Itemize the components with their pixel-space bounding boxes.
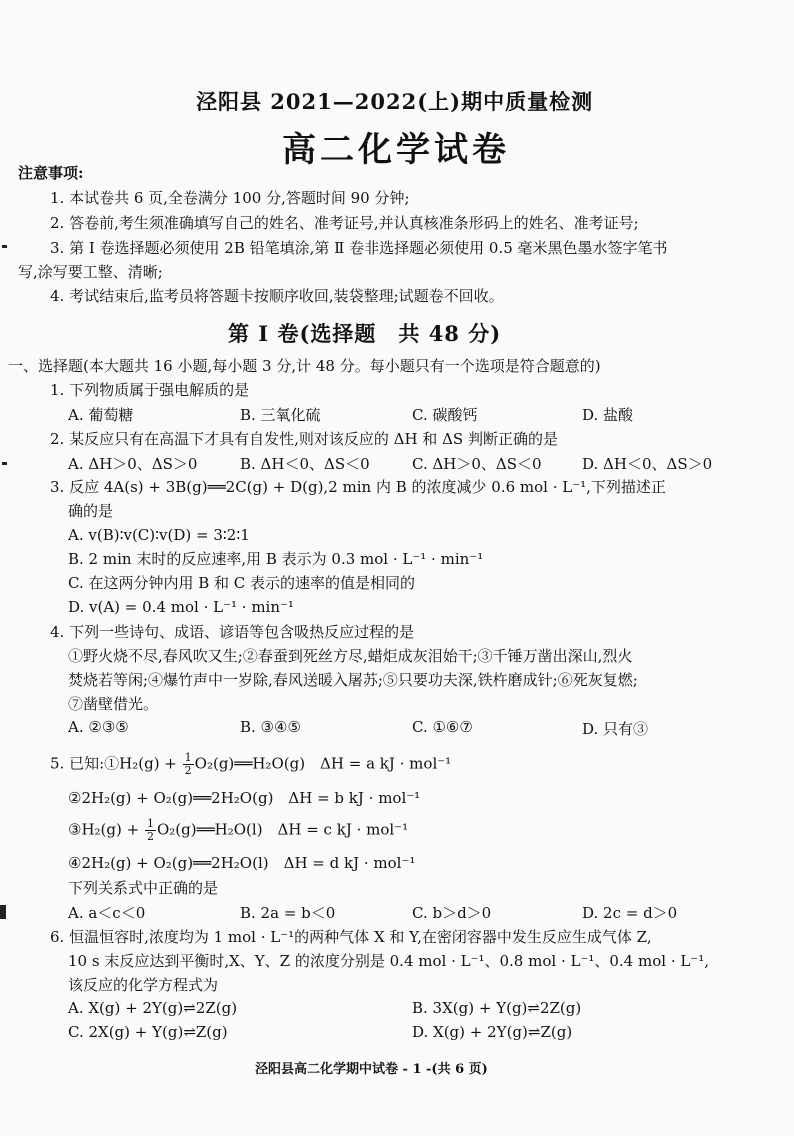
fraction-numerator: 1 <box>184 751 192 764</box>
fraction-denominator: 2 <box>184 764 192 777</box>
margin-mark <box>0 905 6 919</box>
q5-option-b: B. 2a = b＜0 <box>240 904 336 922</box>
one-half-fraction <box>183 752 194 777</box>
section-title: 第 Ⅰ 卷(选择题 共 48 分) <box>228 321 502 346</box>
q1-stem: 1. 下列物质属于强电解质的是 <box>50 381 250 399</box>
q2-option-a: A. ΔH＞0、ΔS＞0 <box>68 455 198 473</box>
q4-text-line: ⑦凿壁借光。 <box>68 695 159 713</box>
q4-stem: 4. 下列一些诗句、成语、谚语等包含吸热反应过程的是 <box>50 623 415 641</box>
q5-eq3 <box>68 818 408 843</box>
q5-eq1-right: O₂(g)══H₂O(g) ΔH = a kJ · mol⁻¹ <box>194 754 452 773</box>
q5-eq1-left: ①H₂(g) + <box>104 754 177 773</box>
q6-option-a: A. X(g) + 2Y(g)⇌2Z(g) <box>68 999 238 1017</box>
notice-item-4: 4. 考试结束后,监考员将答题卡按顺序收回,装袋整理;试题卷不回收。 <box>50 287 504 305</box>
q3-option-d: D. v(A) = 0.4 mol · L⁻¹ · min⁻¹ <box>68 598 294 616</box>
q5-prefix: 5. 已知: <box>50 754 105 773</box>
q4-option-a: A. ②③⑤ <box>68 718 129 736</box>
q4-option-b: B. ③④⑤ <box>240 718 301 736</box>
q5-option-a: A. a＜c＜0 <box>68 904 146 922</box>
notice-item-3: 3. 第 Ⅰ 卷选择题必须使用 2B 铅笔填涂,第 Ⅱ 卷非选择题必须使用 0.5 毫米黑色墨水签字笔书 <box>50 239 668 257</box>
q6-stem-cont: 10 s 末反应达到平衡时,X、Y、Z 的浓度分别是 0.4 mol · L⁻¹、0.8 mol · L⁻¹、0.4 mol · L⁻¹, <box>68 952 710 970</box>
q3-stem: 3. 反应 4A(s) + 3B(g)══2C(g) + D(g),2 min 内 B 的浓度减少 0.6 mol · L⁻¹,下列描述正 <box>50 478 666 496</box>
q2-option-b: B. ΔH＜0、ΔS＜0 <box>240 455 370 473</box>
q3-option-a: A. v(B)∶v(C)∶v(D) = 3∶2∶1 <box>68 526 250 544</box>
q6-stem: 6. 恒温恒容时,浓度均为 1 mol · L⁻¹的两种气体 X 和 Y,在密闭容器中发生反应生成气体 Z, <box>50 928 652 946</box>
q3-option-c: C. 在这两分钟内用 B 和 C 表示的速率的值是相同的 <box>68 574 416 592</box>
q3-option-b: B. 2 min 末时的反应速率,用 B 表示为 0.3 mol · L⁻¹ · min⁻¹ <box>68 550 484 568</box>
q2-stem: 2. 某反应只有在高温下才具有自发性,则对该反应的 ΔH 和 ΔS 判断正确的是 <box>50 430 558 448</box>
q5-option-c: C. b＞d＞0 <box>412 904 492 922</box>
page-footer: 泾阳县高二化学期中试卷 - 1 -(共 6 页) <box>255 1062 488 1077</box>
exam-title: 泾阳县 2021—2022(上)期中质量检测 <box>196 89 594 114</box>
q1-option-d: D. 盐酸 <box>582 406 634 424</box>
notice-item-2: 2. 答卷前,考生须准确填写自己的姓名、准考证号,并认真核准条形码上的姓名、准考证号; <box>50 214 639 232</box>
q5-ask: 下列关系式中正确的是 <box>68 879 219 897</box>
section-instruction: 一、选择题(本大题共 16 小题,每小题 3 分,计 48 分。每小题只有一个选项是符合题意的) <box>8 357 601 375</box>
q6-stem-cont: 该反应的化学方程式为 <box>68 976 219 994</box>
q5-eq4: ④2H₂(g) + O₂(g)══2H₂O(l) ΔH = d kJ · mol⁻¹ <box>68 854 416 872</box>
q4-text-line: ①野火烧不尽,春风吹又生;②春蚕到死丝方尽,蜡炬成灰泪始干;③千锤万凿出深山,烈火 <box>68 647 633 665</box>
paper-title: 高二化学试卷 <box>282 130 510 170</box>
notice-item-3-cont: 写,涂写要工整、清晰; <box>18 263 163 281</box>
fraction-numerator: 1 <box>146 817 154 830</box>
fraction-denominator: 2 <box>146 830 154 843</box>
q4-option-c: C. ①⑥⑦ <box>412 718 473 736</box>
margin-mark <box>2 462 7 465</box>
q4-text-line: 焚烧若等闲;④爆竹声中一岁除,春风送暖入屠苏;⑤只要功夫深,铁杵磨成针;⑥死灰复燃; <box>68 671 638 689</box>
notice-heading: 注意事项: <box>18 164 84 182</box>
one-half-fraction <box>145 818 156 843</box>
q6-option-d: D. X(g) + 2Y(g)⇌Z(g) <box>412 1023 573 1041</box>
q5-option-d: D. 2c = d＞0 <box>582 904 678 922</box>
q5-eq3-left: ③H₂(g) + <box>68 820 140 839</box>
q1-option-c: C. 碳酸钙 <box>412 406 478 424</box>
q5-eq2: ②2H₂(g) + O₂(g)══2H₂O(g) ΔH = b kJ · mol⁻¹ <box>68 789 421 807</box>
q5-eq3-right: O₂(g)══H₂O(l) ΔH = c kJ · mol⁻¹ <box>156 820 409 839</box>
q3-stem-cont: 确的是 <box>68 502 114 520</box>
q2-option-d: D. ΔH＜0、ΔS＞0 <box>582 455 713 473</box>
q5-eq1 <box>50 752 451 777</box>
notice-item-1: 1. 本试卷共 6 页,全卷满分 100 分,答题时间 90 分钟; <box>50 189 410 207</box>
q4-option-d: D. 只有③ <box>582 720 649 738</box>
q6-option-b: B. 3X(g) + Y(g)⇌2Z(g) <box>412 999 582 1017</box>
q1-option-b: B. 三氧化硫 <box>240 406 321 424</box>
q1-option-a: A. 葡萄糖 <box>68 406 134 424</box>
margin-mark <box>2 245 7 248</box>
q6-option-c: C. 2X(g) + Y(g)⇌Z(g) <box>68 1023 228 1041</box>
q2-option-c: C. ΔH＞0、ΔS＜0 <box>412 455 542 473</box>
